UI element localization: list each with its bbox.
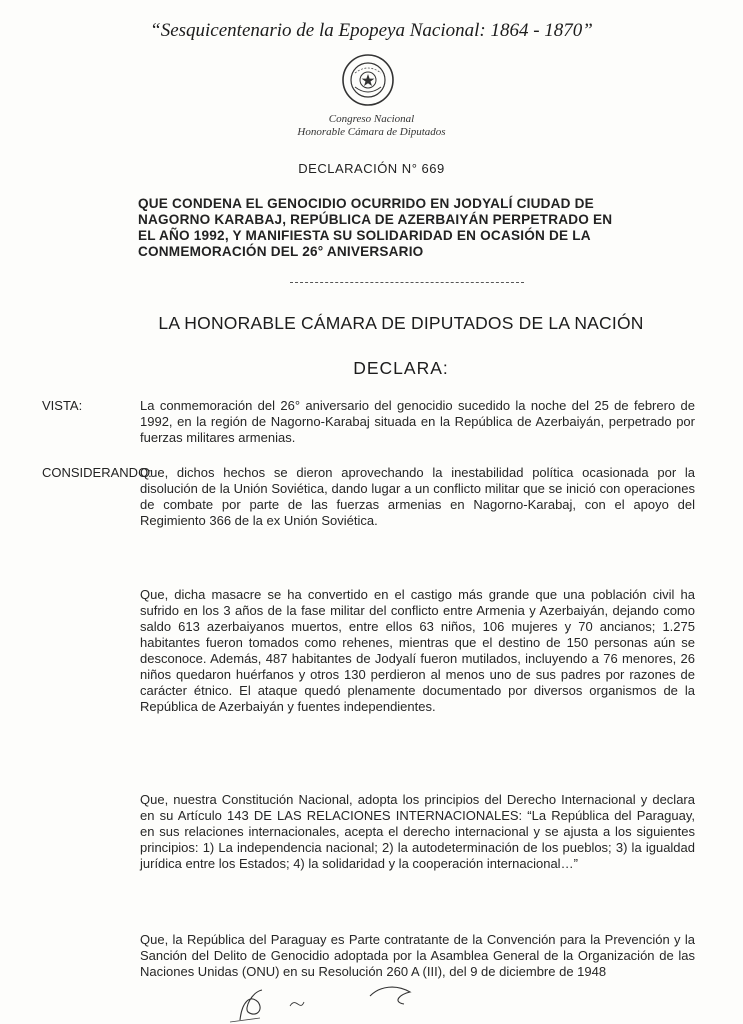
handwritten-signature [200, 972, 460, 1024]
considerando-paragraph: Que, dicha masacre se ha convertido en el castigo más grande que una población civil ha sufrido en los 3 años de la fase militar del conflicto entre Armenia y Azerbaiyán, dejando como saldo 613 azerbaiyanos muertos, entre ellos 63 niños, 106 mujeres y 70 ancianos; 1.275 habitantes fueron tomados como rehenes, mientras que el destino de 150 personas aún se desconoce. Además, 487 habitantes de Jodyalí fueron mutilados, incluyendo a 76 menores, 26 niños quedaron huérfanos y otros 130 perdieron al menos uno de sus padres por razones de carácter étnico. El ataque quedó plenamente documentado por diversos organismos de la República de Azerbaiyán y fuentes independientes. [140, 587, 695, 714]
title-line: QUE CONDENA EL GENOCIDIO OCURRIDO EN JODYALÍ CIUDAD DE [138, 196, 594, 211]
considerando-paragraph: Que, nuestra Constitución Nacional, adopta los principios del Derecho Internacional y declara en su Artículo 143 DE LAS RELACIONES INTERNACIONALES: “La República del Paraguay, en sus relaciones internacionales, acepta el derecho internacional y se ajusta a los siguientes principios: 1) La independencia nacional; 2) la autodeterminación de los pueblos; 3) la igualdad jurídica entre los Estados; 4) la solidaridad y la cooperación internacional…” [140, 792, 695, 871]
motto: “Sesquicentenario de la Epopeya Nacional: 1864 - 1870” [150, 20, 593, 41]
title-line: CONMEMORACIÓN DEL 26° ANIVERSARIO [138, 244, 424, 259]
declaration-title [138, 196, 693, 260]
congress-heading [0, 113, 743, 139]
considerando-label: CONSIDERANDO: [42, 465, 152, 480]
declaration-number: DECLARACIÓN N° 669 [298, 161, 445, 176]
chamber-name: Honorable Cámara de Diputados [297, 126, 446, 138]
considerando-paragraph: Que, la República del Paraguay es Parte contratante de la Convención para la Prevención y la Sanción del Delito de Genocidio adoptada por la Asamblea General de la Organización de las Naciones Unidas (ONU) en su Resolución 260 A (III), del 9 de diciembre de 1948 [140, 932, 695, 979]
divider [290, 282, 524, 283]
chamber-heading: LA HONORABLE CÁMARA DE DIPUTADOS DE LA NACIÓN [158, 313, 644, 333]
title-line: NAGORNO KARABAJ, REPÚBLICA DE AZERBAIYÁN PERPETRADO EN [138, 212, 613, 227]
national-seal-icon [341, 53, 395, 107]
congress-name: Congreso Nacional [328, 113, 415, 125]
title-line: EL AÑO 1992, Y MANIFIESTA SU SOLIDARIDAD EN OCASIÓN DE LA [138, 228, 591, 243]
vista-text: La conmemoración del 26° aniversario del genocidio sucedido la noche del 25 de febrero de 1992, en la región de Nagorno-Karabaj situada en la República de Azerbaiyán, perpetrado por fuerzas militares armenias. [140, 398, 695, 445]
declara-heading: DECLARA: [353, 358, 449, 378]
considerando-paragraph: Que, dichos hechos se dieron aprovechando la inestabilidad política ocasionada por la disolución de la Unión Soviética, dando lugar a un conflicto militar que se inició con operaciones de combate por parte de las fuerzas armenias en Nagorno-Karabaj, con el apoyo del Regimiento 366 de la ex Unión Soviética. [140, 465, 695, 528]
vista-label: VISTA: [42, 398, 83, 413]
